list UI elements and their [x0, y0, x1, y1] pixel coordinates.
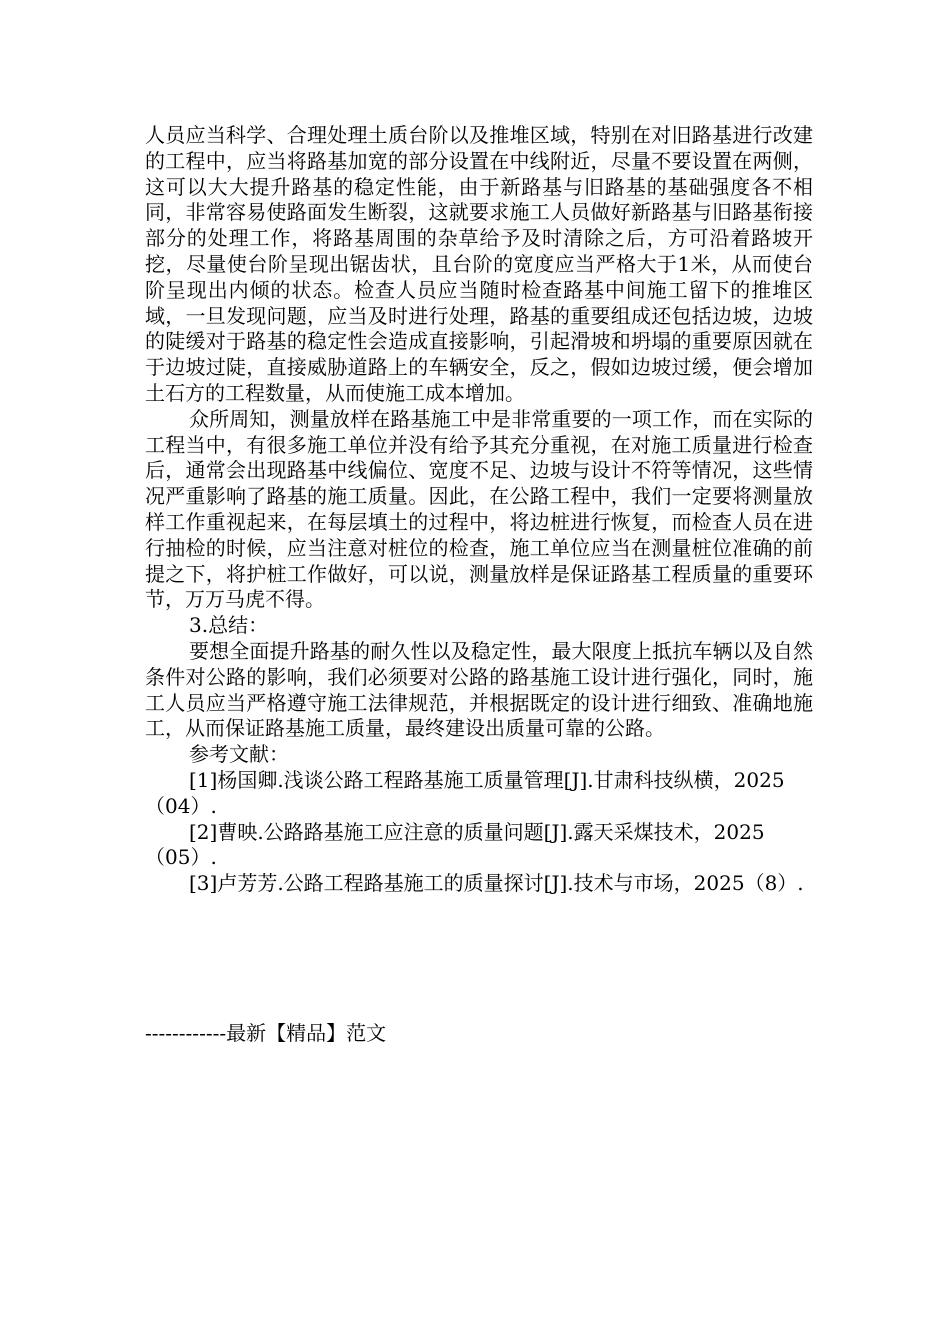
reference-item-1: [1]杨国卿.浅谈公路工程路基施工质量管理[J].甘肃科技纵横，2025（04）. [145, 767, 785, 818]
paragraph-summary: 要想全面提升路基的耐久性以及稳定性，最大限度上抵抗车辆以及自然条件对公路的影响，我们必须要对公路的路基施工设计进行强化，同时，施工人员应当严格遵守施工法律规范，并根据既定的设计进行细致、准确地施工，从而保证路基施工质量，最终建设出质量可靠的公路。 [145, 638, 813, 741]
document-body [145, 123, 813, 897]
heading-summary: 3.总结： [189, 613, 269, 638]
paragraph-roadbed-steps: 人员应当科学、合理处理土质台阶以及推堆区域，特别在对旧路基进行改建的工程中，应当将路基加宽的部分设置在中线附近，尽量不要设置在两侧，这可以大大提升路基的稳定性能，由于新路基与旧路基的基础强度各不相同，非常容易使路面发生断裂，这就要求施工人员做好新路基与旧路基衔接部分的处理工作，将路基周围的杂草给予及时清除之后，方可沿着路坡开挖，尽量使台阶呈现出锯齿状，且台阶的宽度应当严格大于1米，从而使台阶呈现出内倾的状态。检查人员应当随时检查路基中间施工留下的推堆区域，一旦发现问题，应当及时进行处理，路基的重要组成还包括边坡，边坡的陡缓对于路基的稳定性会造成直接影响，引起滑坡和坍塌的重要原因就在于边坡过陡，直接威胁道路上的车辆安全，反之，假如边坡过缓，便会增加土石方的工程数量，从而使施工成本增加。 [145, 123, 813, 405]
heading-references: 参考文献： [189, 742, 289, 767]
footer-tagline: ------------最新【精品】范文 [145, 1021, 387, 1045]
reference-item-3: [3]卢芳芳.公路工程路基施工的质量探讨[J].技术与市场，2025（8）. [189, 871, 804, 896]
reference-item-2: [2]曹映.公路路基施工应注意的质量问题[J].露天采煤技术，2025（05）. [145, 819, 765, 870]
paragraph-survey-layout: 众所周知，测量放样在路基施工中是非常重要的一项工作，而在实际的工程当中，有很多施工单位并没有给予其充分重视，在对施工质量进行检查后，通常会出现路基中线偏位、宽度不足、边坡与设计不符等情况，这些情况严重影响了路基的施工质量。因此，在公路工程中，我们一定要将测量放样工作重视起来，在每层填土的过程中，将边桩进行恢复，而检查人员在进行抽检的时候，应当注意对桩位的检查，施工单位应当在测量桩位准确的前提之下，将护桩工作做好，可以说，测量放样是保证路基工程质量的重要环节，万万马虎不得。 [145, 406, 813, 612]
